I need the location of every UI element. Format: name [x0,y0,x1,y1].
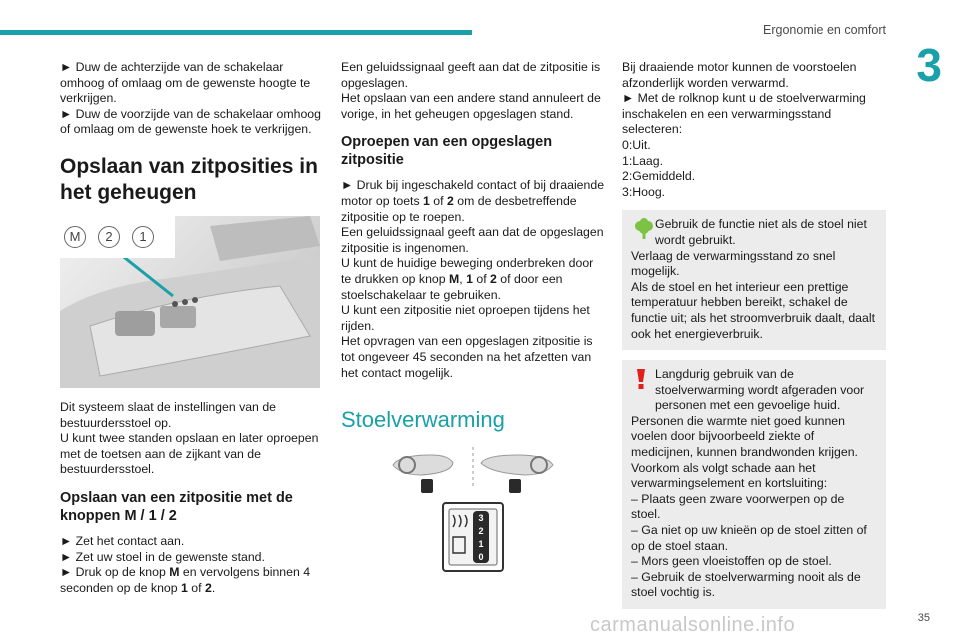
seat-heating-illustration [341,447,605,587]
page-number: 35 [917,612,930,624]
step-3-text-a: ► Druk op de knop [60,565,170,580]
memory-button-m-label: M [69,229,81,245]
recall-step [341,178,605,225]
para-system-1: Dit systeem slaat de instellingen van de bestuurdersstoel op. [60,399,276,430]
recall-text-a: ► Druk bij ingeschakeld contact of bij draaiende motor op toets [341,178,605,208]
warn-line-1: Langdurig gebruik van de stoelverwarming wordt afgeraden voor personen met een gevoelige huid. [655,367,865,413]
step-3-key-m: M [169,565,180,580]
step-3-text-b: en vervolgens binnen 4 seconden op de knop [60,565,311,595]
memory-button-m-icon [64,226,86,248]
interrupt-paragraph [341,256,605,303]
column-right [622,60,886,609]
interrupt-key-1: 1 [466,271,473,286]
memory-button-1-icon [132,226,154,248]
interrupt-text-b: , [459,271,467,286]
right-seat-heating-icon [481,455,553,493]
para-system-2: U kunt twee standen opslaan en later oproepen met de toetsen aan de zijkant van de bestuurdersstoel. [60,431,319,477]
warn-line-5: – Ga niet op uw knieën op de stoel zitten of op de stoel staan. [631,523,867,553]
watermark: carmanualsonline.info [590,614,796,636]
warn-line-2: Personen die warmte niet goed kunnen voelen door bijvoorbeeld ziekte of medicijnen, kunnen brandwonden krijgen. [631,413,858,460]
recall-signal: Een geluidssignaal geeft aan dat de opgeslagen zitpositie is ingenomen. [341,225,604,255]
step-3-key-1: 1 [181,580,188,595]
eco-note-line-1: Gebruik de functie niet als de stoel niet wordt gebruikt. [655,217,867,247]
leaf-cloud-icon [634,218,654,245]
step-3-text-d: . [211,580,216,595]
step-1: ► Zet het contact aan. [60,533,185,548]
para-signal-1: Een geluidssignaal geeft aan dat de zitpositie is opgeslagen. [341,60,601,90]
heat-intro: Bij draaiende motor kunnen de voorstoelen afzonderlijk worden verwarmd. [622,60,857,90]
recall-timeout: Het opvragen van een opgeslagen zitpositie is tot ongeveer 45 seconden na het afzetten van het contact mogelijk. [341,334,593,380]
heading-seat-heating: Stoelverwarming [341,407,505,433]
seat-memory-buttons-illustration [60,216,320,388]
eco-note-line-3: Als de stoel en het interieur een prettige temperatuur hebben bereikt, schakel de functie uit; als het stroomverbruik daalt, daalt ook het energieverbruik. [631,279,876,341]
level-2: 2:Gemiddeld. [622,169,696,184]
eco-note [622,210,886,350]
recall-text-b: of [429,193,447,208]
header-accent-bar [0,30,472,35]
heat-step: ► Met de rolknop kunt u de stoelverwarming inschakelen en een verwarmingsstand selecteren: [622,91,866,137]
exclamation-icon [634,368,648,395]
dial-label-0: 0 [478,551,484,562]
recall-text-c: om de desbetreffende zitpositie op te roepen. [341,193,577,224]
warn-line-6: – Mors geen vloeistoffen op de stoel. [631,554,832,569]
dial-label-3: 3 [478,512,484,523]
memory-button-2-label: 2 [105,229,113,245]
intro-paragraph-1: ► Duw de achterzijde van de schakelaar omhoog of omlaag om de gewenste hoogte te verkrijgen. [60,60,311,106]
dial-label-2: 2 [478,525,484,536]
para-signal-2: Het opslaan van een andere stand annuleert de vorige, in het geheugen opgeslagen stand. [341,91,601,121]
section-title: Ergonomie en comfort [763,23,886,37]
dial-label-1: 1 [478,538,484,549]
column-middle [341,60,605,593]
eco-note-line-2: Verlaag de verwarmingsstand zo snel mogelijk. [631,248,836,279]
level-1: 1:Laag. [622,153,664,168]
step-3 [60,565,324,596]
step-3-text-c: of [187,580,205,595]
interrupt-key-2: 2 [490,271,497,286]
no-recall-while-driving: U kunt een zitpositie niet oproepen tijdens het rijden. [341,303,590,333]
memory-button-1-label: 1 [139,229,147,245]
heading-recall-position: Oproepen van een opgeslagen zitpositie [341,134,553,169]
interrupt-key-m: M [449,271,460,286]
level-3: 3:Hoog. [622,184,666,199]
interrupt-text-d: of door een stoelschakelaar te gebruiken. [341,271,563,302]
interrupt-text-a: U kunt de huidige beweging onderbreken door te drukken op knop [341,256,594,286]
recall-key-1: 1 [423,193,430,208]
column-left [60,60,324,596]
heading-save-positions: Opslaan van zitposities in het geheugen [60,154,318,204]
warn-line-4: – Plaats geen zware voorwerpen op de stoel. [631,491,845,522]
memory-button-2-icon [98,226,120,248]
interrupt-text-c: of [472,271,491,286]
level-0: 0:Uit. [622,137,651,152]
step-3-key-2: 2 [204,580,212,595]
heading-save-with-buttons: Opslaan van een zitpositie met de knoppen M / 1 / 2 [60,489,293,524]
warn-line-7: – Gebruik de stoelverwarming nooit als de stoel vochtig is. [631,569,861,600]
step-2: ► Zet uw stoel in de gewenste stand. [60,549,265,564]
chapter-number: 3 [916,39,942,91]
left-seat-heating-icon [393,455,453,493]
warn-line-3: Voorkom als volgt schade aan het verwarmingselement en kortsluiting: [631,460,828,491]
warning-note [622,360,886,609]
intro-paragraph-2: ► Duw de voorzijde van de schakelaar omhoog of omlaag om de gewenste hoek te verkrijgen. [60,106,321,137]
recall-key-2: 2 [446,193,454,208]
